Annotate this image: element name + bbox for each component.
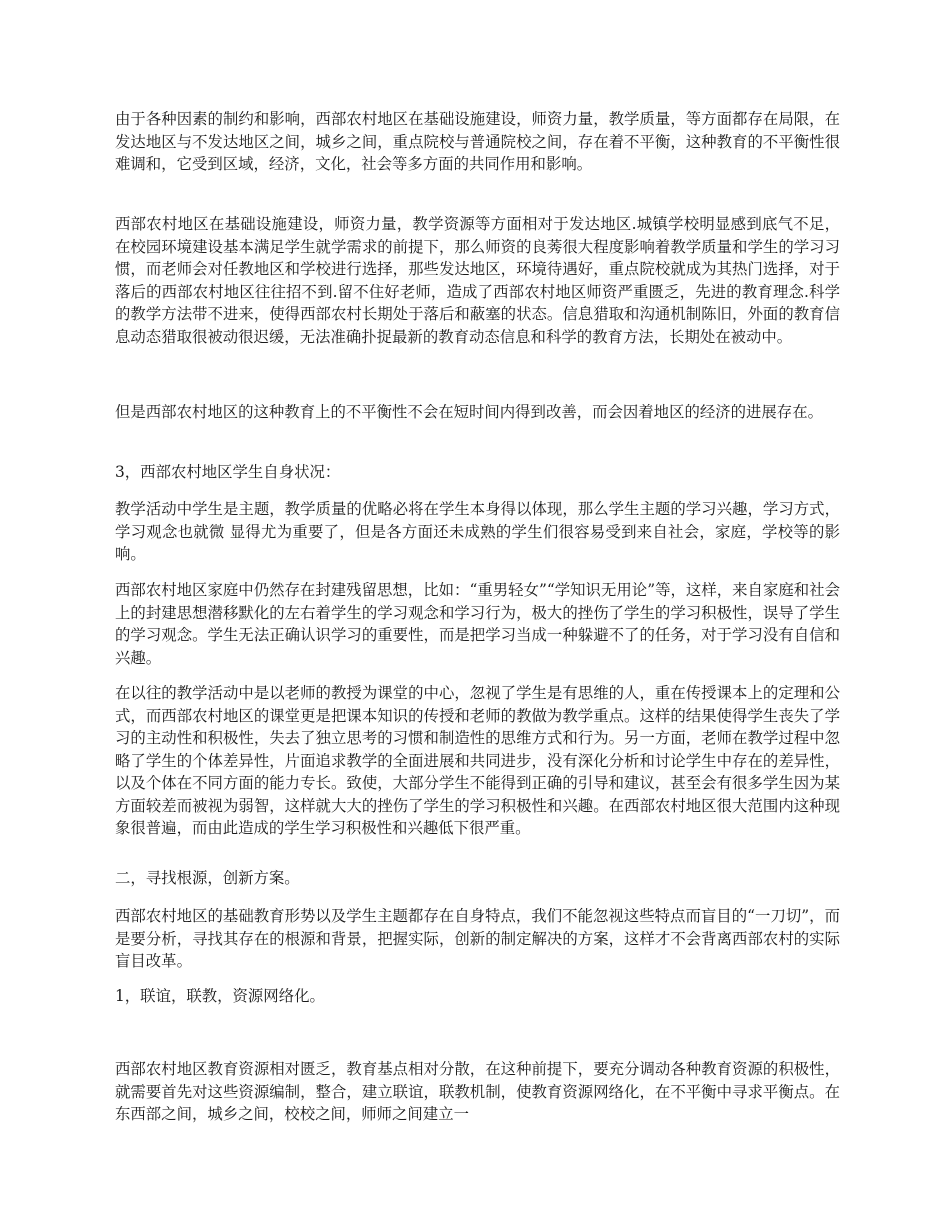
paragraph-regional-imbalance: 由于各种因素的制约和影响，西部农村地区在基础设施建设，师资力量，教学质量，等方面都存在局限，在发达地区与不发达地区之间，城乡之间，重点院校与普通院校之间，存在着不平衡，这种教育的不平衡性很难调和，它受到区域，经济，文化，社会等多方面的共同作用和影响。 [115, 110, 840, 173]
paragraph-resource-integration: 西部农村地区教育资源相对匮乏，教育基点相对分散，在这种前提下，要充分调动各种教育资源的积极性，就需要首先对这些资源编制，整合，建立联谊，联教机制，使教育资源网络化，在不平衡中寻求平衡点。在东西部之间，城乡之间，校校之间，师师之间建立一 [115, 1060, 840, 1123]
paragraph-teacher-shortage: 西部农村地区在基础设施建设，师资力量，教学资源等方面相对于发达地区.城镇学校明显感到底气不足，在校园环境建设基本满足学生就学需求的前提下，那么师资的良莠很大程度影响着教学质量和学生的学习习惯，而老师会对任教地区和学校进行选择，那些发达地区，环境待遇好，重点院校就成为其热门选择，对于落后的西部农村地区往往招不到.留不住好老师，造成了西部农村地区师资严重匮乏，先进的教育理念.科学的教学方法带不进来，使得西部农村长期处于落后和蔽塞的状态。信息猎取和沟通机制陈旧，外面的教育信息动态猎取很被动很迟缓，无法准确扑捉最新的教育动态信息和科学的教育方法，长期处在被动中。 [115, 215, 840, 346]
paragraph-feudal-ideas: 西部农村地区家庭中仍然存在封建残留思想，比如：“重男轻女”“学知识无用论”等，这样，来自家庭和社会上的封建思想潜移默化的左右着学生的学习观念和学习行为，极大的挫伤了学生的学习积极性，误导了学生的学习观念。学生无法正确认识学习的重要性，而是把学习当成一种躲避不了的任务，对于学习没有自信和兴趣。 [115, 581, 840, 667]
paragraph-analyze-roots: 西部农村地区的基础教育形势以及学生主题都存在自身特点，我们不能忽视这些特点而盲目的“一刀切”，而是要分析，寻找其存在的根源和背景，把握实际，创新的制定解决的方案，这样才不会背离西部农村的实际盲目改革。 [115, 907, 840, 970]
section-heading-student-status: 3，西部农村地区学生自身状况： [115, 463, 341, 481]
paragraph-student-subject: 教学活动中学生是主题，教学质量的优略必将在学生本身得以体现，那么学生主题的学习兴趣，学习方式，学习观念也就微 显得尤为重要了，但是各方面还未成熟的学生们很容易受到来自社会，家庭，学校等的影响。 [115, 500, 840, 563]
paragraph-long-term-imbalance: 但是西部农村地区的这种教育上的不平衡性不会在短时间内得到改善，而会因着地区的经济的进展存在。 [115, 403, 823, 421]
paragraph-teaching-methods: 在以往的教学活动中是以老师的教授为课堂的中心，忽视了学生是有思维的人，重在传授课本上的定理和公式，而西部农村地区的课堂更是把课本知识的传授和老师的教做为教学重点。这样的结果使得学生丧失了学习的主动性和积极性，失去了独立思考的习惯和制造性的思维方式和行为。另一方面，老师在教学过程中忽略了学生的个体差异性，片面追求教学的全面进展和共同进步，没有深化分析和讨论学生中存在的差异性，以及个体在不同方面的能力专长。致使，大部分学生不能得到正确的引导和建议，甚至会有很多学生因为某方面较差而被视为弱智，这样就大大的挫伤了学生的学习积极性和兴趣。在西部农村地区很大范围内这种现象很普遍，而由此造成的学生学习积极性和兴趣低下很严重。 [115, 684, 840, 837]
subheading-resource-network: 1，联谊，联教，资源网络化。 [115, 987, 325, 1005]
section-heading-innovation: 二，寻找根源，创新方案。 [115, 869, 300, 887]
